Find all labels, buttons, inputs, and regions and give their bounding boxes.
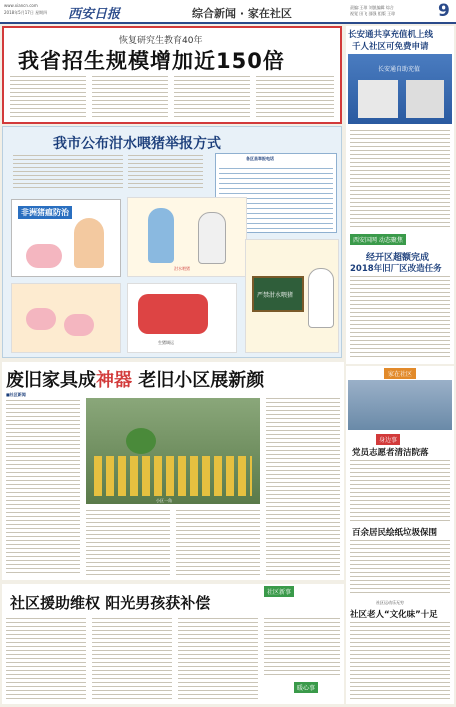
cartoon-figure-3 <box>198 212 226 264</box>
editor-line-1: 责编:王琼 刘凯编辑 综合 <box>350 5 394 10</box>
tag-3: 暖心事 <box>294 682 318 693</box>
right-photo <box>348 54 452 124</box>
bottom-body-col-2 <box>92 618 172 700</box>
banner-headline <box>6 366 264 392</box>
banner-headline-before: 废旧家具成 <box>6 370 96 391</box>
cartoon-panel-5 <box>245 239 339 353</box>
cartoon-pig-2 <box>26 308 56 330</box>
banner-section-mark: ■社区新闻 <box>6 392 26 397</box>
section-tag: 家在社区 <box>384 368 416 379</box>
section-title: 综合新闻 · 家在社区 <box>192 7 292 20</box>
right-headline-1b: 千人社区可免费申请 <box>352 42 429 52</box>
kiosk-screen <box>406 80 444 118</box>
right-headline-5-kicker: 社区运动乐无穷 <box>376 600 404 605</box>
cartoon-panel-1 <box>11 199 121 277</box>
right-body-5 <box>350 622 450 700</box>
report-intro-2 <box>128 155 203 191</box>
lead-body-col-1 <box>10 76 86 118</box>
masthead <box>0 0 456 24</box>
lead-body-col-3 <box>174 76 250 118</box>
right-photo-caption: 长安通自助充值 <box>378 66 421 73</box>
lead-headline: 我省招生规模增加近150倍 <box>18 49 285 73</box>
banner-body-col-1 <box>6 400 80 576</box>
cartoon-panel-4 <box>127 283 237 353</box>
cartoon-board <box>252 276 304 312</box>
cartoon-board-text: 严禁泔水喂猪 <box>257 292 294 299</box>
cartoon-doctor <box>308 268 334 328</box>
right-body-3 <box>350 460 450 522</box>
masthead-logo: 西安日报 <box>68 7 121 22</box>
report-title: 我市公布泔水喂猪举报方式 <box>53 136 221 152</box>
right-headline-5: 社区老人“文化味”十足 <box>350 610 438 620</box>
right-headline-3: 党员志愿者清洁院落 <box>352 448 429 458</box>
cartoon-panel-2 <box>127 197 247 277</box>
cartoon-figure-2 <box>148 208 174 263</box>
editor-line-2: 视觉 田飞 邵强 组版 王琼 <box>350 11 396 16</box>
cartoon-panel-3 <box>11 283 121 353</box>
banner-body-col-3 <box>176 510 260 576</box>
kiosk-machine <box>358 80 398 118</box>
banner-headline-highlight: 神器 <box>96 370 132 391</box>
bottom-body-col-3 <box>178 618 258 700</box>
cartoon-pig-1 <box>26 244 62 268</box>
lead-body-col-2 <box>92 76 168 118</box>
masthead-date: 2018年5月17日 星期四 <box>4 10 48 15</box>
right-headline-1: 长安通共享充值机上线 <box>348 30 434 40</box>
right-badge: 西安国网 动态聚焦 <box>350 234 406 245</box>
table-title: 各区县举报电话 <box>246 156 274 161</box>
lead-body-col-4 <box>256 76 334 118</box>
photo-pot <box>126 428 156 454</box>
tag-2: 社区新事 <box>264 586 294 597</box>
right-column <box>346 26 454 364</box>
right-lower-column <box>346 366 454 704</box>
cartoon-label-2: 生猪调运 <box>158 340 174 345</box>
banner-story <box>2 362 344 580</box>
report-intro-1 <box>13 155 123 191</box>
right-headline-4: 百余居民绘纸垃圾保围 <box>352 528 438 538</box>
lead-story <box>2 26 342 124</box>
cartoon-pig-3 <box>64 314 94 336</box>
masthead-url: www.xiancn.com <box>4 3 38 8</box>
right-body-1 <box>350 130 450 230</box>
tag-1: 身边事 <box>376 434 400 445</box>
photo-fence <box>94 456 252 496</box>
page-number: 9 <box>438 1 450 21</box>
right-headline-2b: 2018年旧厂区改造任务 <box>350 264 442 274</box>
cartoon-label-1: 泔水喂猪 <box>174 266 190 271</box>
bottom-body-col-4 <box>264 618 340 676</box>
right-photo-2 <box>348 380 452 430</box>
banner-body-col-2 <box>86 510 170 576</box>
banner-headline-after: 老旧小区展新颜 <box>132 370 265 391</box>
banner-photo <box>86 398 260 504</box>
cartoon-sign: 非洲猪瘟防治 <box>18 206 72 219</box>
right-body-2 <box>350 276 450 360</box>
bottom-story <box>2 584 344 704</box>
photo-label: 小区一角 <box>156 498 172 503</box>
cartoon-figure-1 <box>74 218 104 268</box>
banner-body-col-4 <box>266 398 340 576</box>
lead-kicker: 恢复研究生教育40年 <box>119 36 203 46</box>
cartoon-map <box>138 294 208 334</box>
right-body-4 <box>350 540 450 596</box>
report-box <box>2 126 342 358</box>
right-headline-2: 经开区超额完成 <box>366 253 430 263</box>
bottom-body-col-1 <box>6 618 86 700</box>
bottom-headline: 社区援助维权 阳光男孩获补偿 <box>10 594 211 612</box>
